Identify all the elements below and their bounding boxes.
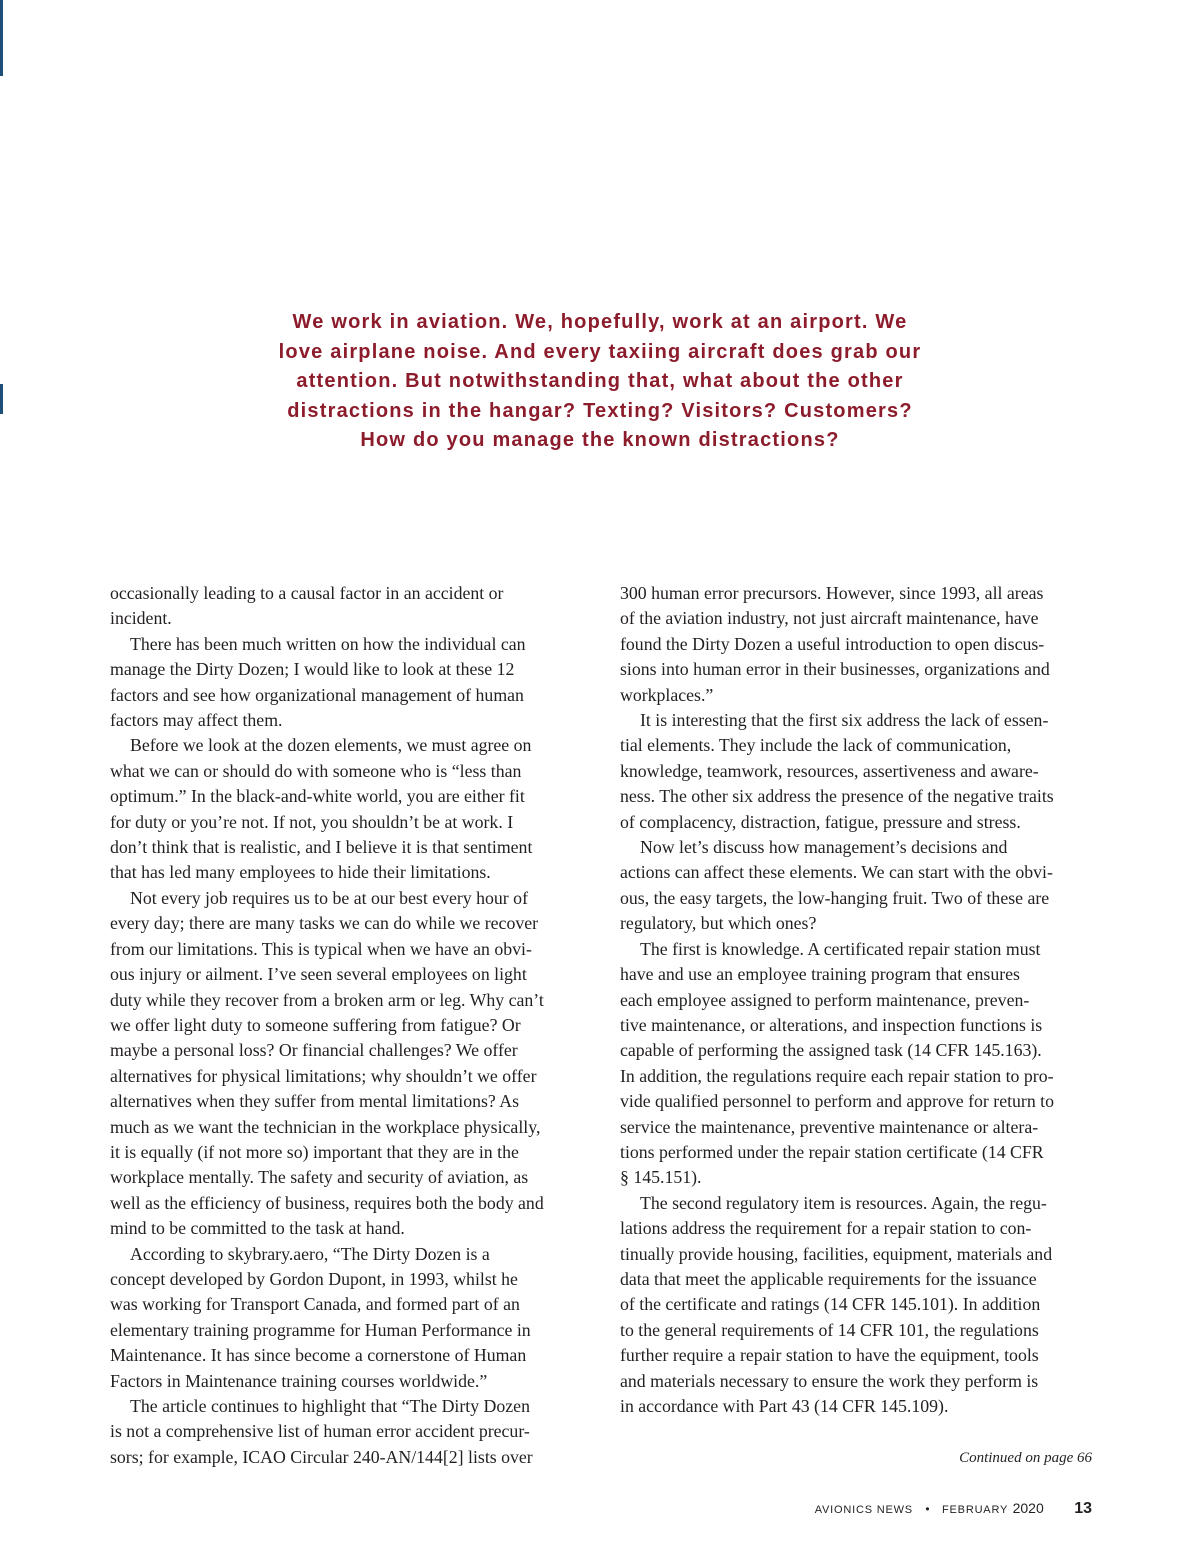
text-line: sors; for example, ICAO Circular 240-AN/144[2] lists over bbox=[110, 1446, 533, 1467]
text-line: In addition, the regulations require each repair station to pro- bbox=[620, 1065, 1054, 1086]
pull-quote-line: distractions in the hangar? Texting? Visitors? Customers? bbox=[287, 399, 913, 422]
text-line: According to skybrary.aero, “The Dirty Dozen is a bbox=[130, 1243, 490, 1264]
text-line: lations address the requirement for a repair station to con- bbox=[620, 1218, 1032, 1239]
text-line: regulatory, but which ones? bbox=[620, 913, 817, 934]
pull-quote-line: attention. But notwithstanding that, what about the other bbox=[296, 370, 904, 392]
text-line: well as the efficiency of business, requires both the body and bbox=[110, 1192, 544, 1213]
text-line: It is interesting that the first six address the lack of essen- bbox=[640, 710, 1049, 731]
text-line: further require a repair station to have the equipment, tools bbox=[620, 1345, 1039, 1366]
text-line: from our limitations. This is typical when we have an obvi- bbox=[110, 938, 532, 959]
text-line: much as we want the technician in the workplace physically, bbox=[110, 1116, 541, 1137]
page-edge-marker-top bbox=[0, 0, 3, 76]
text-line: actions can affect these elements. We can start with the obvi- bbox=[620, 862, 1053, 883]
text-line: The first is knowledge. A certificated repair station must bbox=[640, 938, 1041, 959]
text-line: Now let’s discuss how management’s decisions and bbox=[640, 837, 1008, 858]
text-line: Before we look at the dozen elements, we must agree on bbox=[130, 735, 532, 756]
page-edge-marker-middle bbox=[0, 384, 3, 414]
pull-quote-line: love airplane noise. And every taxiing aircraft does grab our bbox=[278, 340, 922, 363]
text-line: and materials necessary to ensure the work they perform is bbox=[620, 1370, 1039, 1391]
page-number: 13 bbox=[1074, 1500, 1092, 1517]
footer-separator: • bbox=[925, 1502, 930, 1516]
text-line: tinually provide housing, facilities, equipment, materials and bbox=[620, 1243, 1053, 1264]
body-column-left bbox=[110, 581, 588, 1470]
text-line: to the general requirements of 14 CFR 101, the regulations bbox=[620, 1319, 1039, 1340]
text-line: mind to be committed to the task at hand. bbox=[110, 1218, 405, 1239]
text-line: elementary training programme for Human Performance in bbox=[110, 1319, 531, 1340]
text-line: Maintenance. It has since become a cornerstone of Human bbox=[110, 1345, 527, 1366]
text-line: vide qualified personnel to perform and approve for return to bbox=[620, 1091, 1055, 1112]
text-line: Not every job requires us to be at our best every hour of bbox=[130, 887, 528, 908]
text-line: for duty or you’re not. If not, you shouldn’t be at work. I bbox=[110, 811, 514, 832]
text-line: found the Dirty Dozen a useful introduction to open discus- bbox=[620, 633, 1045, 654]
text-line: what we can or should do with someone who is “less than bbox=[110, 760, 522, 781]
text-line: incident. bbox=[110, 608, 172, 629]
text-line: The article continues to highlight that “The Dirty Dozen bbox=[130, 1396, 530, 1416]
text-line: every day; there are many tasks we can do while we recover bbox=[110, 913, 539, 934]
text-line: manage the Dirty Dozen; I would like to look at these 12 bbox=[110, 659, 515, 680]
text-line: occasionally leading to a causal factor in an accident or bbox=[110, 583, 504, 603]
text-line: alternatives for physical limitations; why shouldn’t we offer bbox=[110, 1065, 537, 1086]
text-line: of the aviation industry, not just aircraft maintenance, have bbox=[620, 608, 1039, 629]
text-line: of the certificate and ratings (14 CFR 145.101). In addition bbox=[620, 1294, 1041, 1315]
text-line: There has been much written on how the individual can bbox=[130, 633, 526, 654]
page-footer bbox=[815, 1500, 1092, 1518]
body-column-right bbox=[620, 581, 1098, 1419]
text-line: optimum.” In the black-and-white world, you are either fit bbox=[110, 786, 525, 807]
publication-name: AVIONICS NEWS bbox=[814, 1504, 913, 1516]
text-line: concept developed by Gordon Dupont, in 1993, whilst he bbox=[110, 1268, 518, 1289]
text-line: factors may affect them. bbox=[110, 710, 283, 731]
text-line: it is equally (if not more so) important that they are in the bbox=[110, 1141, 519, 1162]
pull-quote bbox=[250, 308, 950, 456]
text-line: alternatives when they suffer from mental limitations? As bbox=[110, 1091, 520, 1112]
text-line: each employee assigned to perform maintenance, preven- bbox=[620, 989, 1030, 1010]
text-line: we offer light duty to someone suffering from fatigue? Or bbox=[110, 1014, 521, 1035]
continued-note: Continued on page 66 bbox=[959, 1450, 1092, 1466]
text-line: ous, the easy targets, the low-hanging fruit. Two of these are bbox=[620, 887, 1050, 908]
text-line: of complacency, distraction, fatigue, pressure and stress. bbox=[620, 811, 1021, 832]
text-line: § 145.151). bbox=[620, 1167, 702, 1188]
text-line: knowledge, teamwork, resources, assertiveness and aware- bbox=[620, 760, 1039, 781]
text-line: tions performed under the repair station certificate (14 CFR bbox=[620, 1141, 1044, 1162]
text-line: factors and see how organizational management of human bbox=[110, 684, 524, 705]
text-line: sions into human error in their businesses, organizations and bbox=[620, 659, 1050, 680]
text-line: 300 human error precursors. However, since 1993, all areas bbox=[620, 583, 1044, 603]
text-line: tive maintenance, or alterations, and inspection functions is bbox=[620, 1014, 1043, 1035]
text-line: tial elements. They include the lack of communication, bbox=[620, 735, 1012, 756]
text-line: ness. The other six address the presence of the negative traits bbox=[620, 786, 1054, 807]
text-line: that has led many employees to hide their limitations. bbox=[110, 862, 491, 883]
text-line: maybe a personal loss? Or financial challenges? We offer bbox=[110, 1040, 518, 1061]
text-line: is not a comprehensive list of human error accident precur- bbox=[110, 1421, 530, 1442]
text-line: The second regulatory item is resources. Again, the regu- bbox=[640, 1192, 1047, 1213]
pull-quote-line: We work in aviation. We, hopefully, work at an airport. We bbox=[292, 311, 908, 333]
issue-year: 2020 bbox=[1012, 1500, 1044, 1516]
text-line: duty while they recover from a broken arm or leg. Why can’t bbox=[110, 989, 544, 1010]
text-line: workplaces.” bbox=[620, 684, 714, 705]
text-line: service the maintenance, preventive maintenance or altera- bbox=[620, 1116, 1039, 1137]
text-line: don’t think that is realistic, and I believe it is that sentiment bbox=[110, 837, 533, 858]
text-line: in accordance with Part 43 (14 CFR 145.109). bbox=[620, 1396, 949, 1416]
text-line: ous injury or ailment. I’ve seen several employees on light bbox=[110, 964, 527, 985]
text-line: workplace mentally. The safety and security of aviation, as bbox=[110, 1167, 529, 1188]
text-line: have and use an employee training program that ensures bbox=[620, 964, 1020, 985]
issue-month: FEBRUARY bbox=[942, 1504, 1009, 1516]
pull-quote-line: How do you manage the known distractions? bbox=[360, 429, 840, 451]
text-line: data that meet the applicable requirements for the issuance bbox=[620, 1268, 1037, 1289]
text-line: capable of performing the assigned task (14 CFR 145.163). bbox=[620, 1040, 1042, 1061]
text-line: was working for Transport Canada, and formed part of an bbox=[110, 1294, 520, 1315]
text-line: Factors in Maintenance training courses worldwide.” bbox=[110, 1370, 488, 1391]
